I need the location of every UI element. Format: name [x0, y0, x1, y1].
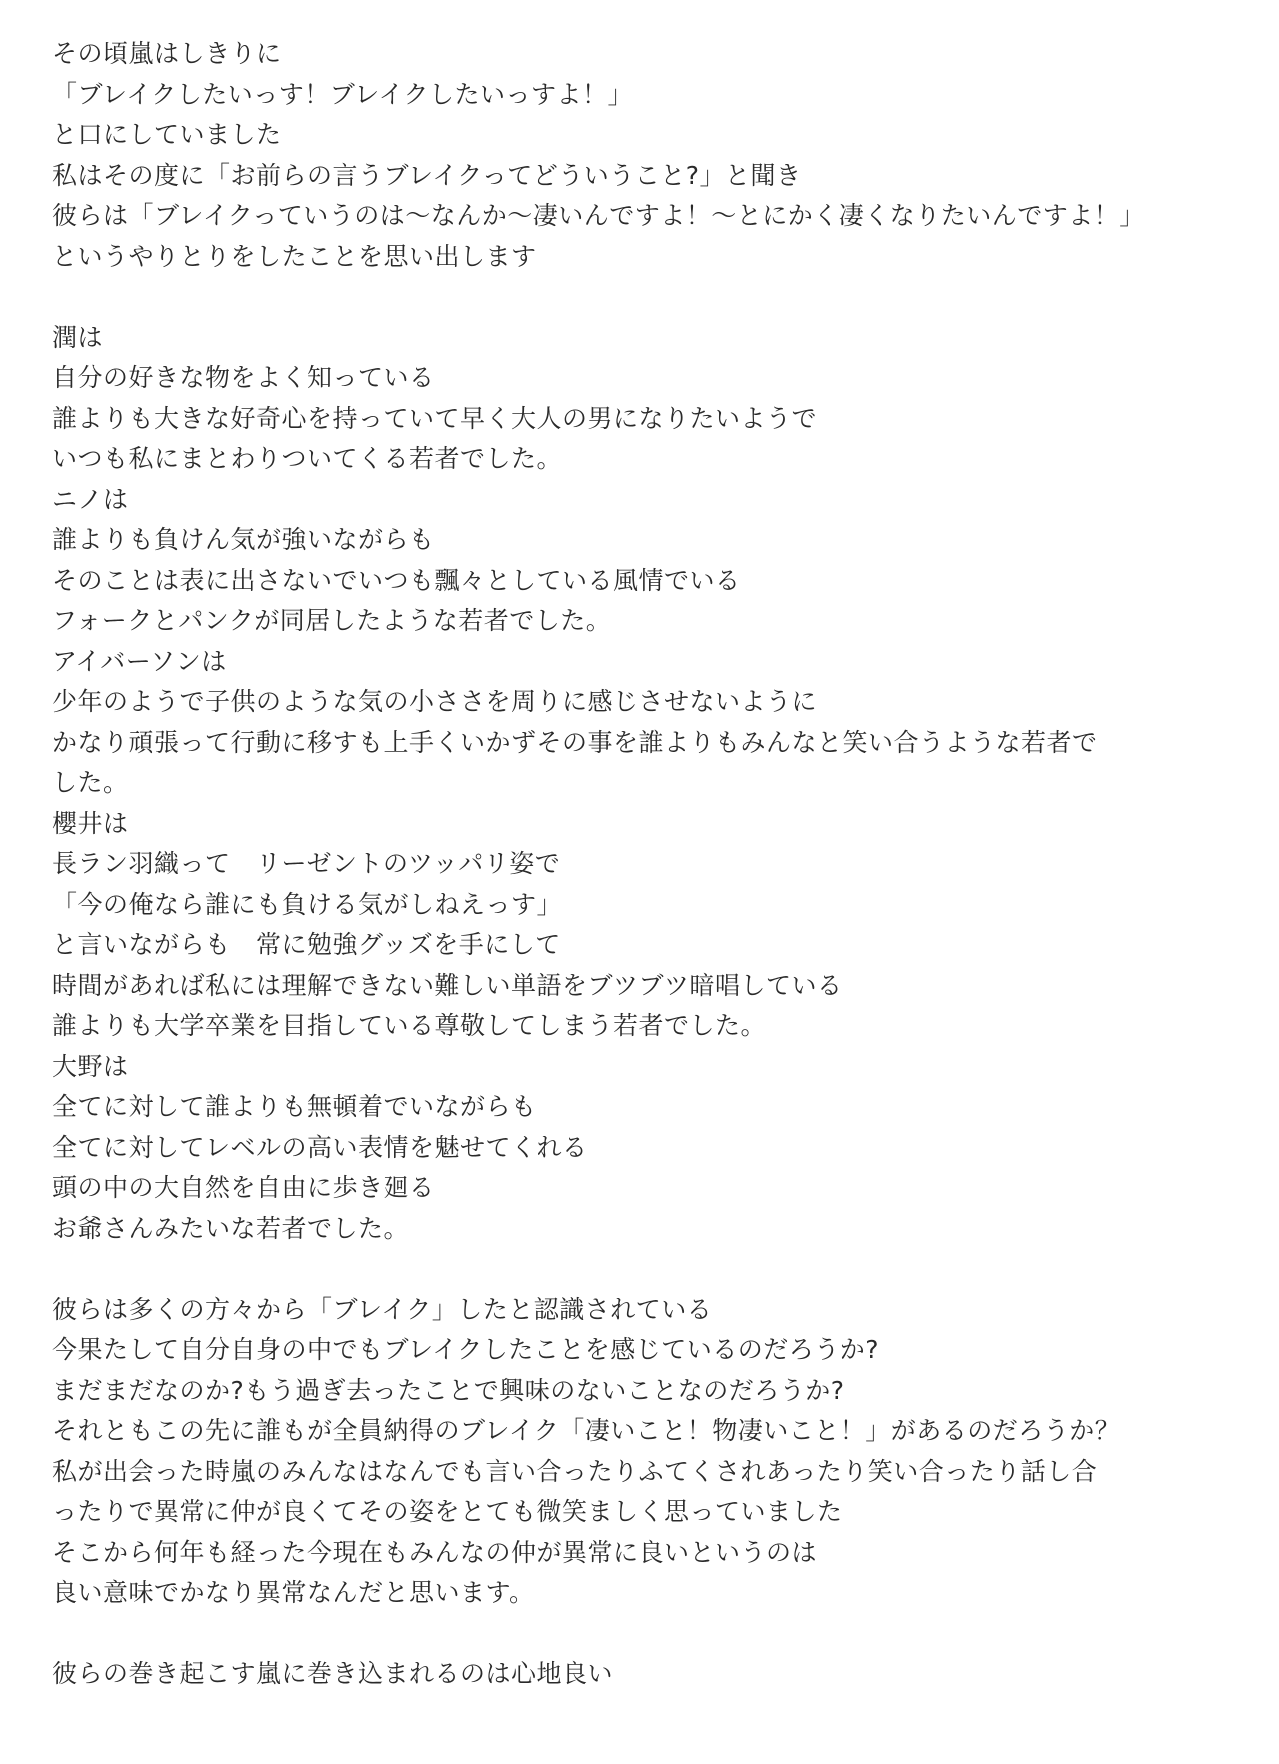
text-line: 私はその度に「お前らの言うブレイクってどういうこと?」と聞き	[52, 160, 802, 190]
text-line: 全てに対して誰よりも無頓着でいながらも	[52, 1092, 537, 1121]
text-line: と口にしていました	[52, 120, 282, 149]
text-line: ニノは	[52, 484, 129, 514]
text-line: 「ブレイクしたいっす！ブレイクしたいっすよ！」	[52, 79, 634, 109]
blank-line	[52, 277, 1252, 318]
text-line: アイバーソンは	[52, 646, 227, 676]
text-line: フォークとパンクが同居したような若者でした。	[52, 606, 612, 635]
text-line: 誰よりも負けん気が強いながらも	[52, 525, 435, 554]
text-line: 今果たして自分自身の中でもブレイクしたことを感じているのだろうか?	[52, 1335, 880, 1364]
text-line: 「今の俺なら誰にも負ける気がしねえっす」	[52, 889, 563, 919]
text-line: 自分の好きな物をよく知っている	[52, 363, 435, 392]
document-body	[52, 34, 1252, 1695]
text-line: 長ラン羽織って リーゼントのツッパリ姿で	[52, 849, 561, 878]
text-line: 時間があれば私には理解できない難しい単語をブツブツ暗唱している	[52, 970, 843, 1000]
text-line: 彼らは多くの方々から「ブレイク」したと認識されている	[52, 1294, 713, 1324]
text-line: そのことは表に出さないでいつも飄々としている風情でいる	[52, 565, 741, 595]
text-line: そこから何年も経った今現在もみんなの仲が異常に良いというのは	[52, 1537, 818, 1567]
blank-line	[52, 1249, 1252, 1290]
text-line: 櫻井は	[52, 808, 129, 838]
text-line: 少年のようで子供のような気の小ささを周りに感じさせないように	[52, 687, 818, 716]
text-line: 良い意味でかなり異常なんだと思います。	[52, 1578, 535, 1607]
text-line: 全てに対してレベルの高い表情を魅せてくれる	[52, 1132, 588, 1162]
text-line: 誰よりも大学卒業を目指している尊敬してしまう若者でした。	[52, 1011, 767, 1040]
text-line: それともこの先に誰もが全員納得のブレイク「凄いこと！物凄いこと！」があるのだろうか？	[52, 1416, 1121, 1445]
text-line: 潤は	[52, 322, 104, 352]
text-line: と言いながらも 常に勉強グッズを手にして	[52, 930, 561, 959]
text-line: 頭の中の大自然を自由に歩き廻る	[52, 1173, 435, 1202]
text-line: 誰よりも大きな好奇心を持っていて早く大人の男になりたいようで	[52, 403, 818, 433]
text-line: 彼らは「ブレイクっていうのは〜なんか〜凄いんですよ！〜とにかく凄くなりたいんですよ！」	[52, 201, 1145, 230]
text-line: いつも私にまとわりついてくる若者でした。	[52, 444, 563, 473]
text-line: というやりとりをしたことを思い出します	[52, 241, 537, 271]
text-line: ったりで異常に仲が良くてその姿をとても微笑ましく思っていました	[52, 1497, 843, 1526]
text-line: お爺さんみたいな若者でした。	[52, 1213, 410, 1243]
text-line: まだまだなのか?もう過ぎ去ったことで興味のないことなのだろうか?	[52, 1375, 845, 1405]
blank-line	[52, 1614, 1252, 1655]
text-line: した。	[52, 768, 129, 797]
text-line: 彼らの巻き起こす嵐に巻き込まれるのは心地良い	[52, 1659, 614, 1688]
text-line: 大野は	[52, 1051, 129, 1081]
text-line: 私が出会った時嵐のみんなはなんでも言い合ったりふてくされあったり笑い合ったり話し合	[52, 1456, 1098, 1486]
text-line: その頃嵐はしきりに	[52, 39, 282, 68]
text-line: かなり頑張って行動に移すも上手くいかずその事を誰よりもみんなと笑い合うような若者で	[52, 727, 1098, 757]
